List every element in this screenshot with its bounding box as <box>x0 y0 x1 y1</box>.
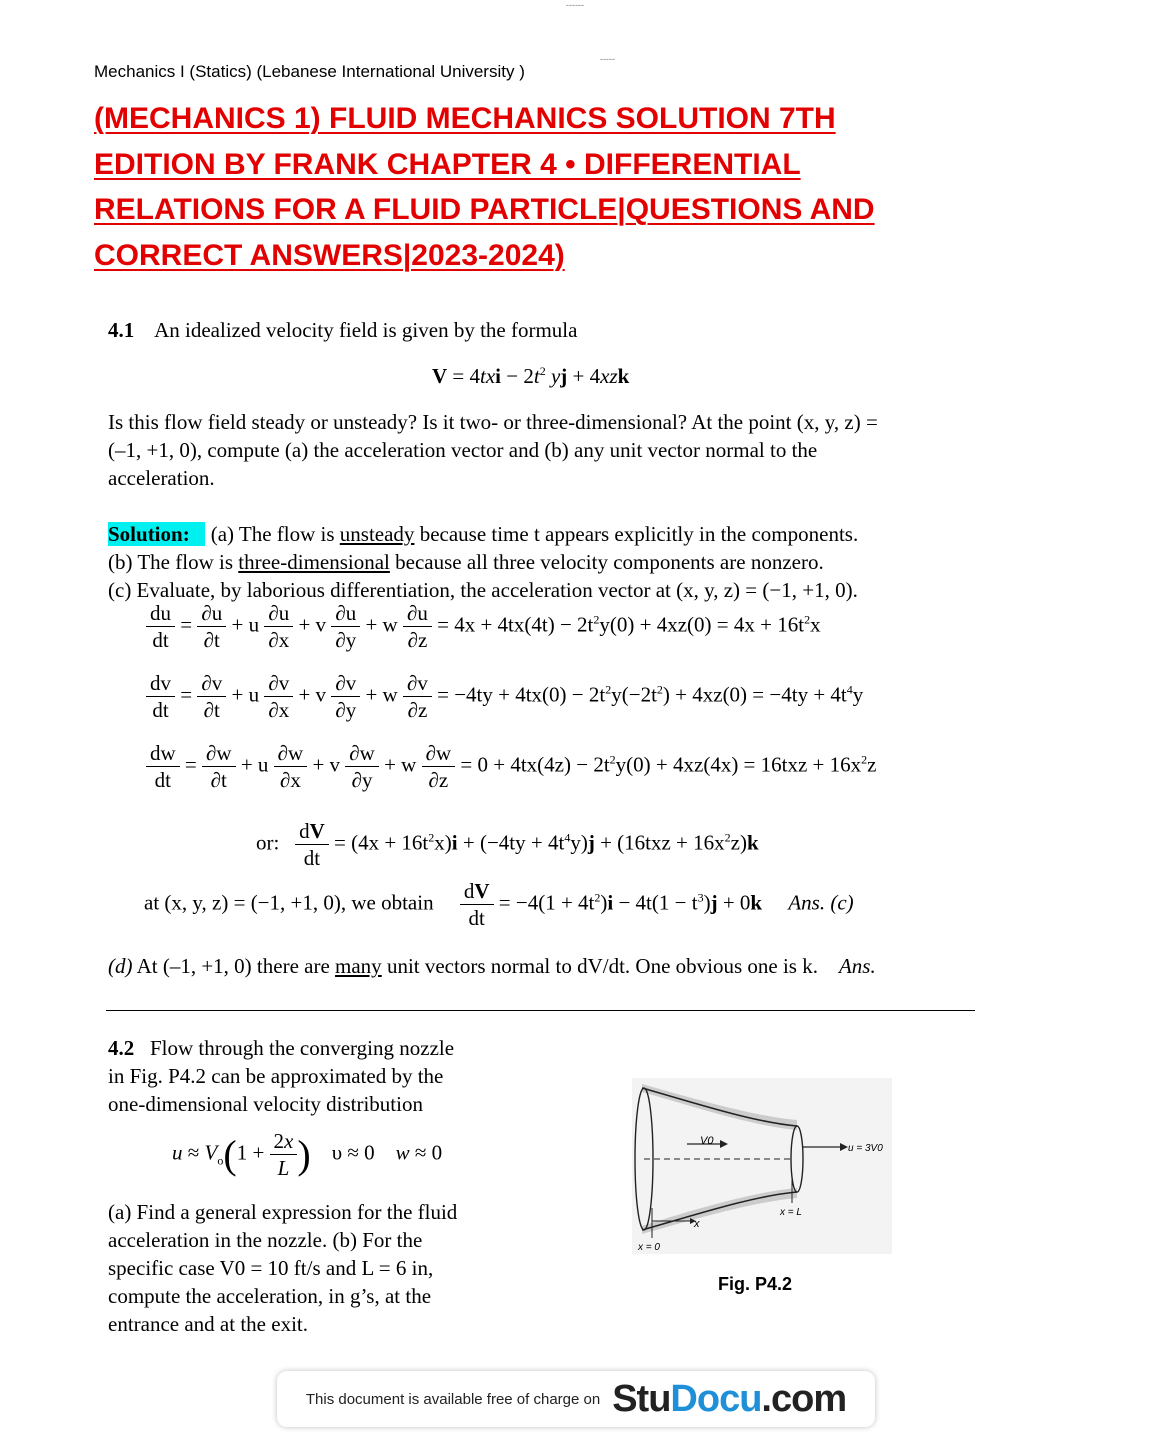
acceleration-at-point: at (x, y, z) = (−1, +1, 0), we obtain $\frac{dV}{dt}$ = $-4(1 + 4t^2)i - 4t(1 - t^3)j + 0k$ Ans. (c) <box>144 879 854 930</box>
solution-block: Solution: (a) The flow is unsteady because time t appears explicitly in the components. (b) The flow is three-dimensional because all three velocity components are nonzero. (c) Evaluate, by laborious differentiation, the acceleration vector at (x, y, z) = (−1, +1, 0). <box>108 520 972 604</box>
exit-velocity-label: u = 3V0 <box>848 1143 883 1154</box>
three-dimensional-answer: three-dimensional <box>238 550 390 574</box>
document-title <box>94 96 994 278</box>
studocu-logo[interactable]: StuDocu.com <box>612 1377 847 1420</box>
title-line-4: CORRECT ANSWERS|2023-2024) <box>94 238 565 272</box>
question-line-2: (–1, +1, 0), compute (a) the acceleration vector and (b) any unit vector normal to the <box>108 438 818 462</box>
title-line-1: (MECHANICS 1) FLUID MECHANICS SOLUTION 7TH <box>94 102 836 135</box>
problem-4-1-intro <box>108 316 577 344</box>
unsteady-answer: unsteady <box>339 522 415 546</box>
answer-d-label: Ans. <box>838 954 876 978</box>
answer-c-label: Ans. (c) <box>788 890 854 915</box>
problem-number: 4.1 <box>108 318 135 342</box>
page-top-mark: ------ <box>566 0 584 10</box>
solution-part-d: (d) At (–1, +1, 0) there are many unit vectors normal to dV/dt. One obvious one is k. Ans. <box>108 954 876 978</box>
problem-4-2-intro: 4.2 Flow through the converging nozzle in Fig. P4.2 can be approximated by the one-dimensional velocity distribution <box>108 1036 455 1116</box>
x-axis-label: x <box>694 1218 700 1230</box>
many-answer: many <box>335 954 382 978</box>
course-name: Mechanics I (Statics) (Lebanese International University ) <box>94 62 525 81</box>
title-line-3: RELATIONS FOR A FLUID PARTICLE|QUESTIONS AND <box>94 193 875 226</box>
x-zero-label: x = 0 <box>638 1242 660 1253</box>
question-line-3: acceleration. <box>108 466 215 490</box>
banner-text: This document is available free of charge on <box>305 1390 601 1408</box>
figure-caption: Fig. P4.2 <box>718 1274 793 1294</box>
problem-4-2-question: (a) Find a general expression for the fluid acceleration in the nozzle. (b) For the specific case V0 = 10 ft/s and L = 6 in, compute the acceleration, in g’s, at the entrance and at the exit. <box>108 1200 458 1336</box>
v0-label: V0 <box>700 1135 714 1147</box>
section-divider <box>106 1010 975 1011</box>
solution-label: Solution: <box>108 522 205 546</box>
problem-number-4-2: 4.2 <box>108 1036 135 1060</box>
question-line-1: Is this flow field steady or unsteady? Is it two- or three-dimensional? At the point (x, y, z) = <box>108 410 878 434</box>
solution-part-c: (c) Evaluate, by laborious differentiation, the acceleration vector at (x, y, z) = (−1, +1, 0). <box>108 578 858 602</box>
nozzle-figure <box>632 1078 892 1254</box>
dv-dt-equation: $\frac{dv}{dt}$ = $\frac{\partial v}{\partial t}$ + u $\frac{\partial v}{\partial x}$ + v $\frac{\partial v}{\partial y}$ + w $\frac{\partial v}{\partial z}$ = $-4ty + 4tx(0) - 2t^2y(-2t^2) + 4xz(0) = -4ty + 4t^4y$ <box>146 670 863 723</box>
title-line-2: EDITION BY FRANK CHAPTER 4 • DIFFERENTIAL <box>94 147 801 181</box>
header-mark: ----- <box>600 54 615 64</box>
dw-dt-equation: $\frac{dw}{dt}$ = $\frac{\partial w}{\partial t}$ + u $\frac{\partial w}{\partial x}$ + v $\frac{\partial w}{\partial y}$ + w $\frac{\partial w}{\partial z}$ = $0 + 4tx(4z) - 2t^2y(0) + 4xz(4x) = 16txz + 16x^2z$ <box>146 740 876 793</box>
du-dt-equation: $\frac{du}{dt}$ = $\frac{\partial u}{\partial t}$ + u $\frac{\partial u}{\partial x}$ + v $\frac{\partial u}{\partial y}$ + w $\frac{\partial u}{\partial z}$ = $4x + 4tx(4t) - 2t^2y(0) + 4xz(0) = 4x + 16t^2x$ <box>146 600 821 653</box>
acceleration-vector-equation: or: $\frac{dV}{dt}$ = $(4x + 16t^2x)i + (-4ty + 4t^4y)j + (16txz + 16x^2z)k$ <box>256 819 759 870</box>
studocu-banner[interactable] <box>277 1371 875 1427</box>
problem-intro-text: An idealized velocity field is given by the formula <box>154 318 578 342</box>
velocity-formula: $V = 4txi - 2t^2$ yj + 4xzk <box>432 364 630 388</box>
converging-nozzle-diagram <box>632 1078 892 1254</box>
nozzle-velocity-formula: $u \approx V_o(1$ + $\frac{2x}{L}$ ) υ ≈ 0 w ≈ 0 <box>172 1129 443 1180</box>
x-L-label: x = L <box>780 1207 802 1218</box>
problem-4-1-question <box>108 408 972 492</box>
